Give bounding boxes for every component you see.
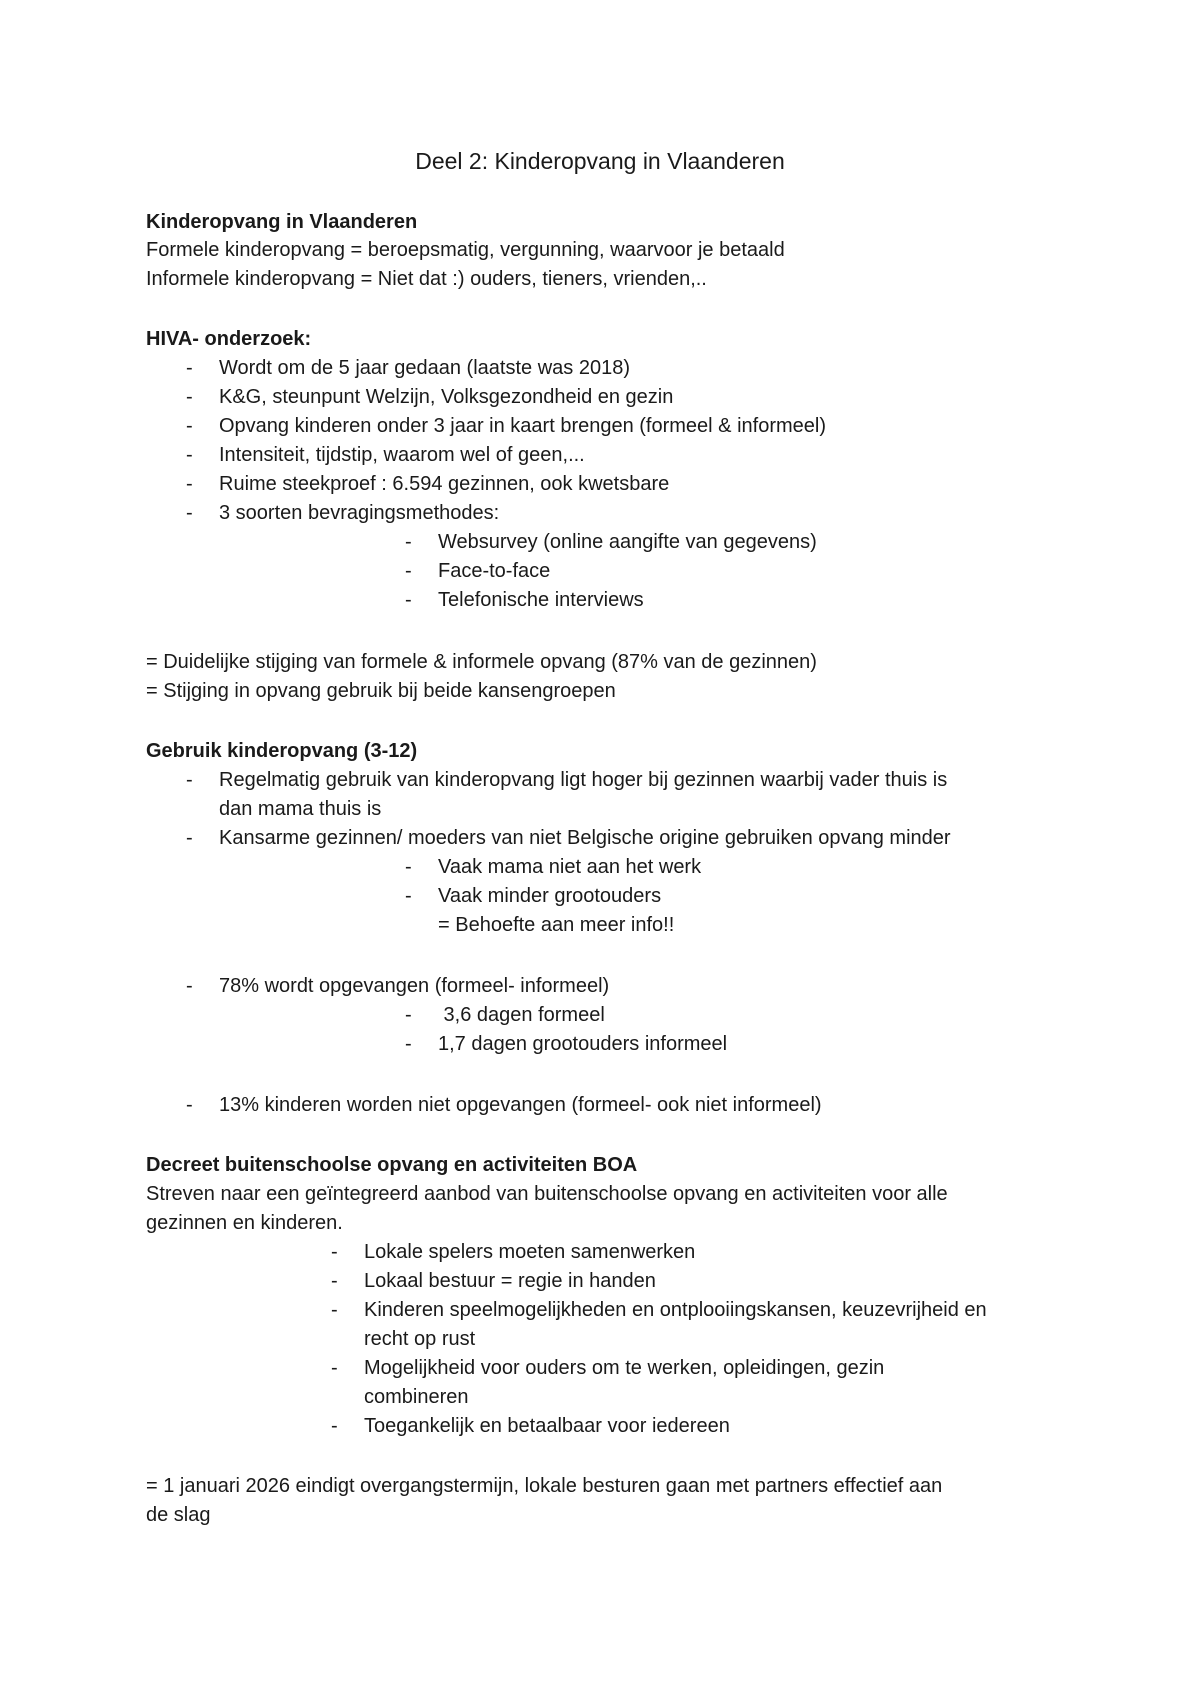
- bullet-dash: -: [331, 1415, 338, 1437]
- sub-list-note: = Behoefte aan meer info!!: [438, 914, 675, 936]
- bullet-dash: -: [405, 1004, 412, 1026]
- list-item-continuation: recht op rust: [364, 1328, 476, 1350]
- list-item-continuation: dan mama thuis is: [219, 798, 382, 820]
- list-item: Lokale spelers moeten samenwerken: [364, 1241, 696, 1263]
- bullet-dash: -: [405, 589, 412, 611]
- sub-list-item: 3,6 dagen formeel: [438, 1004, 605, 1026]
- list-item: Regelmatig gebruik van kinderopvang ligt hoger bij gezinnen waarbij vader thuis is: [219, 769, 948, 791]
- bullet-dash: -: [331, 1357, 338, 1379]
- bullet-dash: -: [186, 444, 193, 466]
- list-item: Lokaal bestuur = regie in handen: [364, 1270, 656, 1292]
- text-line: Streven naar een geïntegreerd aanbod van buitenschoolse opvang en activiteiten voor alle: [146, 1183, 948, 1205]
- bullet-dash: -: [186, 975, 193, 997]
- list-item: K&G, steunpunt Welzijn, Volksgezondheid en gezin: [219, 386, 674, 408]
- sub-list-item: 1,7 dagen grootouders informeel: [438, 1033, 728, 1055]
- text-line: Formele kinderopvang = beroepsmatig, vergunning, waarvoor je betaald: [146, 239, 785, 261]
- bullet-dash: -: [186, 769, 193, 791]
- bullet-dash: -: [405, 531, 412, 553]
- bullet-dash: -: [405, 1033, 412, 1055]
- section-heading-kinderopvang: Kinderopvang in Vlaanderen: [146, 211, 418, 233]
- list-item: Kinderen speelmogelijkheden en ontplooiingskansen, keuzevrijheid en: [364, 1299, 987, 1321]
- list-item: Ruime steekproef : 6.594 gezinnen, ook kwetsbare: [219, 473, 670, 495]
- conclusion-line: = 1 januari 2026 eindigt overgangstermijn, lokale besturen gaan met partners effectief aan: [146, 1475, 943, 1497]
- bullet-dash: -: [186, 415, 193, 437]
- sub-list-item: Vaak mama niet aan het werk: [438, 856, 702, 878]
- text-line: gezinnen en kinderen.: [146, 1212, 343, 1234]
- section-heading-decreet: Decreet buitenschoolse opvang en activiteiten BOA: [146, 1154, 638, 1176]
- bullet-dash: -: [186, 827, 193, 849]
- text-line: Informele kinderopvang = Niet dat :) ouders, tieners, vrienden,..: [146, 268, 707, 290]
- bullet-dash: -: [186, 473, 193, 495]
- bullet-dash: -: [405, 885, 412, 907]
- bullet-dash: -: [186, 1094, 193, 1116]
- list-item: Mogelijkheid voor ouders om te werken, opleidingen, gezin: [364, 1357, 885, 1379]
- bullet-dash: -: [186, 502, 193, 524]
- bullet-dash: -: [331, 1299, 338, 1321]
- list-item: Wordt om de 5 jaar gedaan (laatste was 2018): [219, 357, 630, 379]
- sub-list-item: Telefonische interviews: [438, 589, 644, 611]
- list-item: Toegankelijk en betaalbaar voor iedereen: [364, 1415, 730, 1437]
- bullet-dash: -: [331, 1270, 338, 1292]
- bullet-dash: -: [331, 1241, 338, 1263]
- sub-list-item: Face-to-face: [438, 560, 551, 582]
- list-item-continuation: combineren: [364, 1386, 469, 1408]
- bullet-dash: -: [186, 357, 193, 379]
- section-heading-gebruik: Gebruik kinderopvang (3-12): [146, 740, 418, 762]
- list-item: Opvang kinderen onder 3 jaar in kaart brengen (formeel & informeel): [219, 415, 826, 437]
- list-item: 13% kinderen worden niet opgevangen (formeel- ook niet informeel): [219, 1094, 822, 1116]
- page-title: Deel 2: Kinderopvang in Vlaanderen: [415, 148, 785, 174]
- list-item: Intensiteit, tijdstip, waarom wel of geen,...: [219, 444, 585, 466]
- bullet-dash: -: [405, 856, 412, 878]
- sub-list-item: Websurvey (online aangifte van gegevens): [438, 531, 817, 553]
- conclusion-line: = Stijging in opvang gebruik bij beide kansengroepen: [146, 680, 616, 702]
- sub-list-item: Vaak minder grootouders: [438, 885, 662, 907]
- bullet-dash: -: [405, 560, 412, 582]
- list-item: Kansarme gezinnen/ moeders van niet Belgische origine gebruiken opvang minder: [219, 827, 951, 849]
- list-item: 3 soorten bevragingsmethodes:: [219, 502, 500, 524]
- section-heading-hiva: HIVA- onderzoek:: [146, 328, 312, 350]
- conclusion-line: de slag: [146, 1504, 211, 1526]
- conclusion-line: = Duidelijke stijging van formele & informele opvang (87% van de gezinnen): [146, 651, 817, 673]
- bullet-dash: -: [186, 386, 193, 408]
- list-item: 78% wordt opgevangen (formeel- informeel): [219, 975, 610, 997]
